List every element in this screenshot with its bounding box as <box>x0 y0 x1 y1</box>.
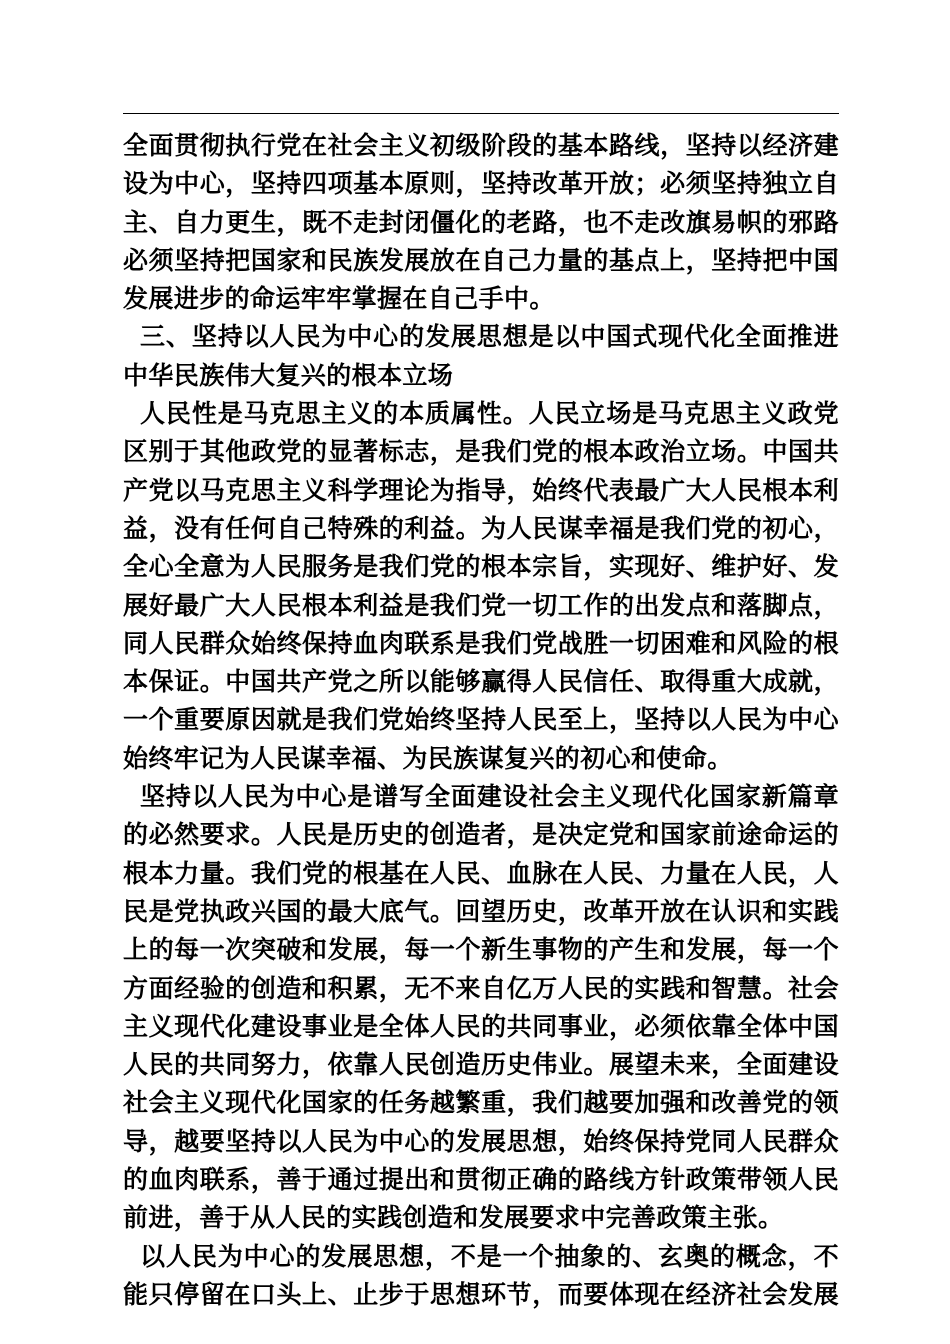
text-line: 人民的共同努力，依靠人民创造历史伟业。展望未来，全面建设 <box>123 1050 839 1080</box>
text-line: 以人民为中心的发展思想，不是一个抽象的、玄奥的概念，不 <box>140 1241 839 1271</box>
text-line: 中华民族伟大复兴的根本立场 <box>123 360 454 390</box>
text-line: 展好最广大人民根本利益是我们党一切工作的出发点和落脚点， <box>123 590 839 620</box>
text-line: 全面贯彻执行党在社会主义初级阶段的基本路线，坚持以经济建 <box>123 131 839 160</box>
text-line: 一个重要原因就是我们党始终坚持人民至上，坚持以人民为中心 <box>123 705 839 735</box>
text-line: 始终牢记为人民谋幸福、为民族谋复兴的初心和使命。 <box>123 743 733 773</box>
text-line: 的血肉联系，善于通过提出和贯彻正确的路线方针政策带领人民 <box>123 1165 839 1195</box>
text-line: 同人民群众始终保持血肉联系是我们党战胜一切困难和风险的根 <box>123 628 839 658</box>
text-line: 设为中心，坚持四项基本原则，坚持改革开放；必须坚持独立自 <box>123 169 839 199</box>
text-line: 能只停留在口头上、止步于思想环节，而要体现在经济社会发展 <box>123 1279 839 1309</box>
text-line: 产党以马克思主义科学理论为指导，始终代表最广大人民根本利 <box>123 475 839 505</box>
text-line: 区别于其他政党的显著标志，是我们党的根本政治立场。中国共 <box>123 437 839 467</box>
text-line: 方面经验的创造和积累，无不来自亿万人民的实践和智慧。社会 <box>123 973 839 1003</box>
text-line: 前进，善于从人民的实践创造和发展要求中完善政策主张。 <box>123 1203 784 1233</box>
text-line: 必须坚持把国家和民族发展放在自己力量的基点上，坚持把中国 <box>123 245 839 275</box>
text-line: 主、自力更生，既不走封闭僵化的老路，也不走改旗易帜的邪路 <box>123 207 839 237</box>
text-line: 全心全意为人民服务是我们党的根本宗旨，实现好、维护好、发 <box>123 552 839 582</box>
text-line: 坚持以人民为中心是谱写全面建设社会主义现代化国家新篇章 <box>140 782 839 812</box>
text-line: 发展进步的命运牢牢掌握在自己手中。 <box>123 284 555 314</box>
text-line: 本保证。中国共产党之所以能够赢得人民信任、取得重大成就， <box>123 667 839 697</box>
text-line: 上的每一次突破和发展，每一个新生事物的产生和发展，每一个 <box>123 935 839 965</box>
body-text <box>123 127 839 1314</box>
text-line: 主义现代化建设事业是全体人民的共同事业，必须依靠全体中国 <box>123 1011 839 1041</box>
text-line: 社会主义现代化国家的任务越繁重，我们越要加强和改善党的领 <box>123 1088 839 1118</box>
text-line: 益，没有任何自己特殊的利益。为人民谋幸福是我们党的初心， <box>123 513 839 543</box>
header-rule <box>123 113 839 114</box>
text-line: 人民性是马克思主义的本质属性。人民立场是马克思主义政党 <box>140 399 839 429</box>
text-line: 民是党执政兴国的最大底气。回望历史，改革开放在认识和实践 <box>123 896 839 926</box>
text-line: 三、坚持以人民为中心的发展思想是以中国式现代化全面推进 <box>140 322 839 352</box>
text-line: 的必然要求。人民是历史的创造者，是决定党和国家前途命运的 <box>123 820 839 850</box>
text-line: 导，越要坚持以人民为中心的发展思想，始终保持党同人民群众 <box>123 1126 839 1156</box>
text-line: 根本力量。我们党的根基在人民、血脉在人民、力量在人民，人 <box>123 858 839 888</box>
